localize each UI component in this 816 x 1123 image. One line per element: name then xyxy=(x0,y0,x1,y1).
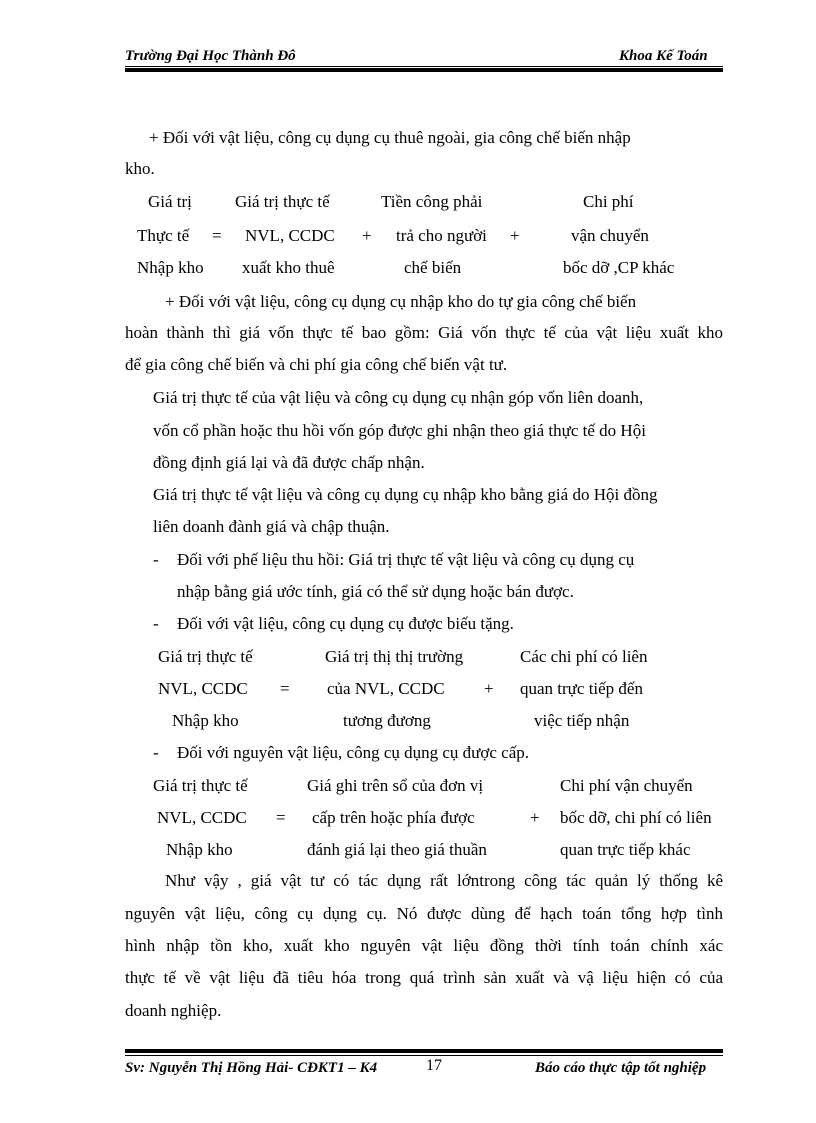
f2-col2-r3: tương đương xyxy=(343,711,431,730)
header-school: Trường Đại Học Thành Đô xyxy=(125,48,296,64)
f2-col3-r3: việc tiếp nhận xyxy=(534,711,630,730)
f3-col3-r1: Chi phí vận chuyển xyxy=(560,776,693,795)
f1-col2-r3: xuất kho thuê xyxy=(242,258,335,277)
f1-plus-2: + xyxy=(510,226,520,245)
f1-col1-r1: Giá trị xyxy=(148,192,192,211)
para-self-line-1: + Đối với vật liệu, công cụ dụng cụ nhập kho do tự gia công chế biến xyxy=(165,292,637,311)
bullet-gift-dash: - xyxy=(153,614,159,633)
f1-col4-r2: vận chuyển xyxy=(571,226,649,245)
header-rule-thin xyxy=(125,66,723,67)
bullet-scrap-line-2: nhập bằng giá ước tính, giá có thể sử dụng hoặc bán được. xyxy=(177,582,574,601)
f1-col4-r3: bốc dỡ ,CP khác xyxy=(563,258,675,277)
conclusion-line-3: hình nhập tồn kho, xuất kho nguyên vật liệu đồng thời tính toán chính xác xyxy=(125,936,723,955)
f2-col3-r2: quan trực tiếp đến xyxy=(520,679,643,698)
f2-col3-r1: Các chi phí có liên xyxy=(520,647,648,666)
para-self-line-2: hoàn thành thì giá vốn thực tế bao gồm: Giá vốn thực tế của vật liệu xuất kho xyxy=(125,323,723,342)
page-number: 17 xyxy=(426,1057,442,1074)
conclusion-line-2: nguyên vật liệu, công cụ dụng cụ. Nó được dùng để hạch toán tổng hợp tình xyxy=(125,904,723,923)
f3-plus: + xyxy=(530,808,540,827)
header-faculty: Khoa Kế Toán xyxy=(619,48,708,64)
para-council-line-2: liên doanh đành giá và chập thuận. xyxy=(153,517,390,536)
f1-col2-r1: Giá trị thực tế xyxy=(235,192,330,211)
f3-col2-r2: cấp trên hoặc phía được xyxy=(312,808,475,827)
f3-col1-r2: NVL, CCDC xyxy=(157,808,247,827)
f3-col1-r1: Giá trị thực tế xyxy=(153,776,248,795)
header-rule-thick xyxy=(125,68,723,72)
f1-col1-r3: Nhập kho xyxy=(137,258,204,277)
bullet-scrap-line-1: Đối với phế liệu thu hồi: Giá trị thực tế vật liệu và công cụ dụng cụ xyxy=(177,550,635,569)
f2-col1-r3: Nhập kho xyxy=(172,711,239,730)
footer-rule-thick xyxy=(125,1049,723,1053)
footer-rule-thin xyxy=(125,1055,723,1056)
para-council-line-1: Giá trị thực tế vật liệu và công cụ dụng cụ nhập kho bằng giá do Hội đồng xyxy=(153,485,658,504)
f1-equals: = xyxy=(212,226,222,245)
f2-equals: = xyxy=(280,679,290,698)
f2-col1-r1: Giá trị thực tế xyxy=(158,647,253,666)
f1-col3-r3: chế biến xyxy=(404,258,462,277)
conclusion-line-1: Như vậy , giá vật tư có tác dụng rất lớntrong công tác quản lý thống kê xyxy=(165,871,723,890)
f1-plus-1: + xyxy=(362,226,372,245)
f3-col2-r3: đánh giá lại theo giá thuần xyxy=(307,840,487,859)
bullet-gift-text: Đối với vật liệu, công cụ dụng cụ được biếu tặng. xyxy=(177,614,514,633)
f1-col2-r2: NVL, CCDC xyxy=(245,226,335,245)
para-capital-line-3: đồng định giá lại và đã được chấp nhận. xyxy=(153,453,425,472)
para-capital-line-1: Giá trị thực tế của vật liệu và công cụ dụng cụ nhận góp vốn liên doanh, xyxy=(153,388,644,407)
para-capital-line-2: vốn cổ phần hoặc thu hồi vốn góp được ghi nhận theo giá thực tế do Hội xyxy=(153,421,646,440)
f3-equals: = xyxy=(276,808,286,827)
conclusion-line-4: thực tế về vật liệu đã tiêu hóa trong quá trình sản xuất và vậ liệu hiện có của xyxy=(125,968,723,987)
bullet-scrap-dash: - xyxy=(153,550,159,569)
f3-col3-r2: bốc dỡ, chi phí có liên xyxy=(560,808,712,827)
para-self-line-3: để gia công chế biến và chi phí gia công chế biến vật tư. xyxy=(125,355,508,374)
f2-col1-r2: NVL, CCDC xyxy=(158,679,248,698)
f1-col3-r2: trả cho người xyxy=(396,226,487,245)
footer-student: Sv: Nguyễn Thị Hồng Hải- CĐKT1 – K4 xyxy=(125,1060,378,1076)
f3-col2-r1: Giá ghi trên sổ của đơn vị xyxy=(307,776,484,795)
intro-line-2: kho. xyxy=(125,159,155,178)
f1-col4-r1: Chi phí xyxy=(583,192,634,211)
bullet-alloc-dash: - xyxy=(153,743,159,762)
intro-line-1: + Đối với vật liệu, công cụ dụng cụ thuê ngoài, gia công chế biến nhập xyxy=(149,128,631,147)
f2-col2-r1: Giá trị thị thị trường xyxy=(325,647,464,666)
f2-plus: + xyxy=(484,679,494,698)
footer-report-title: Báo cáo thực tập tốt nghiệp xyxy=(535,1060,707,1076)
f3-col1-r3: Nhập kho xyxy=(166,840,233,859)
f1-col1-r2: Thực tế xyxy=(137,226,190,245)
f3-col3-r3: quan trực tiếp khác xyxy=(560,840,691,859)
f1-col3-r1: Tiền công phải xyxy=(381,192,483,211)
bullet-alloc-text: Đối với nguyên vật liệu, công cụ dụng cụ được cấp. xyxy=(177,743,529,762)
conclusion-line-5: doanh nghiệp. xyxy=(125,1001,222,1020)
f2-col2-r2: của NVL, CCDC xyxy=(327,679,445,698)
